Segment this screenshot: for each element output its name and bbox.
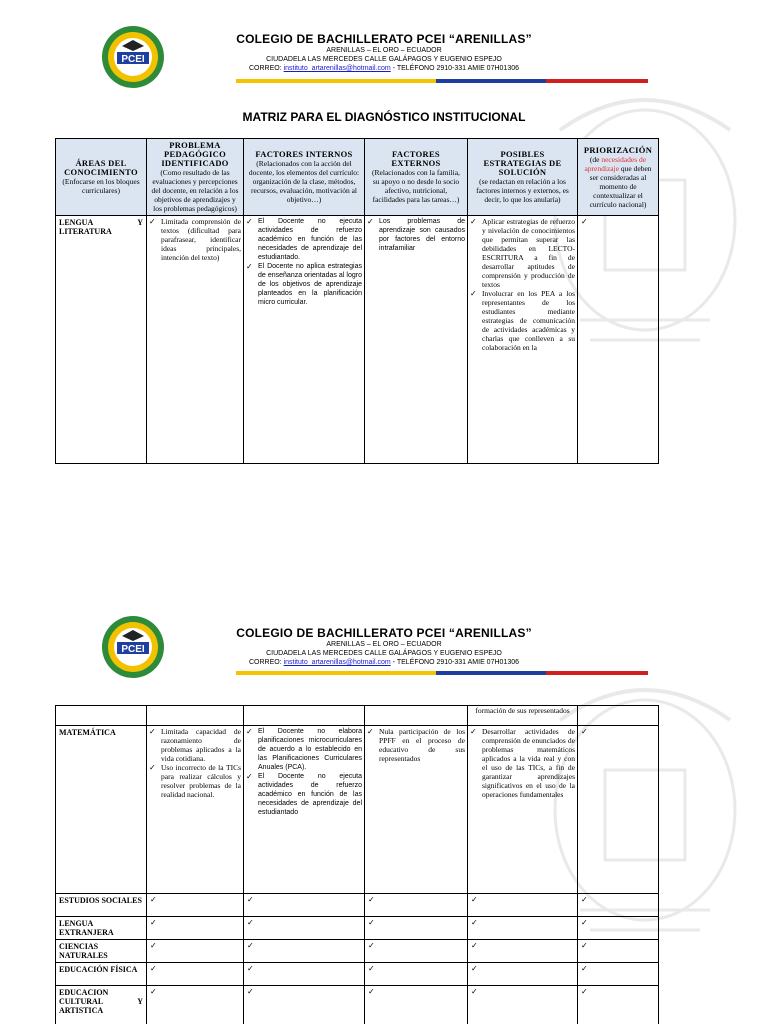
list-item: ✓ Limitada comprensión de textos (dificultad para parafrasear, identificar ideas principales, intención del texto) [149, 217, 241, 262]
logo-text: PCEI [121, 644, 145, 655]
problema-cell [147, 216, 244, 464]
list-item: ✓ Nula participación de los PPFF en el proceso de educativo de sus representados [367, 727, 465, 763]
school-location: ARENILLAS – EL ORO – ECUADOR [326, 47, 442, 54]
internos-cell [244, 216, 365, 464]
document-title: MATRIZ PARA EL DIAGNÓSTICO INSTITUCIONAL [242, 110, 526, 124]
school-location: ARENILLAS – EL ORO – ECUADOR [326, 641, 442, 648]
email-link[interactable]: instituto_artarenillas@hotmail.com [283, 659, 391, 666]
school-address: CIUDADELA LAS MERCEDES CALLE GALÁPAGOS Y EUGENIO ESPEJO [266, 56, 502, 63]
list-item: ✓ Involucrar en los PEA a los representantes de los estudiantes mediante estrategias de comunicación de actividades académicas y charlas que conlleven a su colaboración en la [470, 289, 575, 352]
column-header-factores-externos: FACTORES EXTERNOS (Relacionados con la familia, su apoyo o no desde lo socio afectivo, nutricional, facilidades para las tareas…) [365, 139, 468, 216]
list-item: ✓ El Docente no ejecuta actividades de refuerzo académico en función de las necesidades de aprendizaje del estudiantado. [246, 217, 362, 262]
school-logo-icon [100, 614, 166, 680]
column-header-problema: PROBLEMA PEDAGÓGICO IDENTIFICADO (Como resultado de las evaluaciones y percepciones del docente, en relación a los objetivos de aprendizajes y los problemas pedagógicos) [147, 139, 244, 216]
list-item: ✓ Aplicar estrategias de refuerzo y nivelación de conocimientos que permitan superar las debilidades en LECTO-ESCRITURA a fin de desarrollar aptitudes de comprensión y producción de textos [470, 217, 575, 289]
flag-stripe [236, 671, 648, 675]
table-row: EDUCACION CULTURAL Y ARTISTICA ✓ ✓ ✓ ✓ ✓ [56, 986, 659, 1024]
column-header-areas: ÁREAS DEL CONOCIMIENTO (Enfocarse en los bloques curriculares) [56, 139, 147, 216]
externos-cell [365, 216, 468, 464]
estrategias-cell [468, 726, 578, 894]
school-name: COLEGIO DE BACHILLERATO PCEI “ARENILLAS” [236, 32, 532, 46]
email-label: CORREO: [248, 65, 284, 72]
table-row: EDUCACIÓN FÍSICA ✓ ✓ ✓ ✓ ✓ [56, 963, 659, 986]
list-item: ✓ Los problemas de aprendizaje son causados por factores del entorno intrafamiliar [367, 217, 465, 253]
table-row: CIENCIAS NATURALES ✓ ✓ ✓ ✓ ✓ [56, 940, 659, 963]
internos-list [244, 726, 364, 818]
externos-cell [365, 726, 468, 894]
priorizacion-cell: ✓ [578, 216, 659, 464]
list-item: ✓ El Docente no ejecuta actividades de refuerzo académico en función de las necesidades de aprendizaje del estudiantado [246, 772, 362, 817]
email-link[interactable]: instituto_artarenillas@hotmail.com [283, 65, 391, 72]
list-item: ✓ Desarrollar actividades de comprensión de enunciados de problemas matemáticos aplicados a la vida real y con el uso de las TICs, a fin de garantizar aprendizajes significativos en el uso de la operaciones fundamentales [470, 727, 575, 799]
school-contact [228, 658, 540, 667]
table-row-continuation [56, 706, 659, 726]
school-header [228, 32, 540, 73]
priorizacion-cell: ✓ [578, 726, 659, 894]
area-cell: LENGUA EXTRANJERA [56, 917, 147, 940]
table-row-matematica [56, 726, 659, 894]
problema-cell [147, 726, 244, 894]
school-name: COLEGIO DE BACHILLERATO PCEI “ARENILLAS” [236, 626, 532, 640]
school-header [228, 626, 540, 667]
area-cell: CIENCIAS NATURALES [56, 940, 147, 963]
area-cell: LENGUA Y LITERATURA [56, 216, 147, 464]
school-logo-icon [100, 24, 166, 90]
column-header-priorizacion: PRIORIZACIÓN (de necesidades de aprendizaje que deben ser consideradas al momento de contextualizar el currículo nacional) [578, 139, 659, 216]
internos-cell [244, 726, 365, 894]
phone-text: - TELÉFONO 2910-331 AMIE 07H01306 [390, 659, 519, 666]
logo-text: PCEI [121, 54, 145, 65]
problema-list [147, 216, 243, 263]
problema-list [147, 726, 243, 800]
column-header-estrategias: POSIBLES ESTRATEGIAS DE SOLUCIÓN (se redactan en relación a los factores internos y externos, es decir, lo que los anularía) [468, 139, 578, 216]
diagnosis-matrix-table-continued [55, 705, 659, 1024]
estrategias-continued-cell: formación de sus representados [468, 706, 578, 726]
table-row-lengua [56, 216, 659, 464]
list-item: ✓ Uso incorrecto de la TICs para realizar cálculos y resolver problemas de la realidad nacional. [149, 763, 241, 799]
table-row: ESTUDIOS SOCIALES ✓ ✓ ✓ ✓ ✓ [56, 894, 659, 917]
column-header-factores-internos: FACTORES INTERNOS (Relacionados con la acción del docente, los elementos del currículo: organización de la clase, métodos, recursos, evaluación, motivación al objetivo…) [244, 139, 365, 216]
list-item: ✓ El Docente no elabora planificaciones microcurriculares de acuerdo a lo establecido en las Planificaciones Curriculares Anuales (PCA). [246, 727, 362, 772]
email-label: CORREO: [248, 659, 284, 666]
school-contact [228, 64, 540, 73]
externos-list [365, 216, 467, 254]
area-cell: ESTUDIOS SOCIALES [56, 894, 147, 917]
externos-list [365, 726, 467, 764]
list-item: ✓ Limitada capacidad de razonamiento de problemas aplicados a la vida cotidiana. [149, 727, 241, 763]
estrategias-cell [468, 216, 578, 464]
estrategias-list [468, 216, 577, 353]
list-item: ✓ El Docente no aplica estrategias de enseñanza orientadas al logro de los objetivos de aprendizaje planteados en la planificación micro curricular. [246, 262, 362, 307]
school-address: CIUDADELA LAS MERCEDES CALLE GALÁPAGOS Y EUGENIO ESPEJO [266, 650, 502, 657]
table-row: LENGUA EXTRANJERA ✓ ✓ ✓ ✓ ✓ [56, 917, 659, 940]
diagnosis-matrix-table [55, 138, 659, 464]
area-cell: EDUCACION CULTURAL Y ARTISTICA [56, 986, 147, 1024]
area-cell: EDUCACIÓN FÍSICA [56, 963, 147, 986]
internos-list [244, 216, 364, 308]
table-header-row [56, 139, 659, 216]
estrategias-list [468, 726, 577, 800]
phone-text: - TELÉFONO 2910-331 AMIE 07H01306 [390, 65, 519, 72]
flag-stripe [236, 79, 648, 83]
area-cell: MATEMÁTICA [56, 726, 147, 894]
